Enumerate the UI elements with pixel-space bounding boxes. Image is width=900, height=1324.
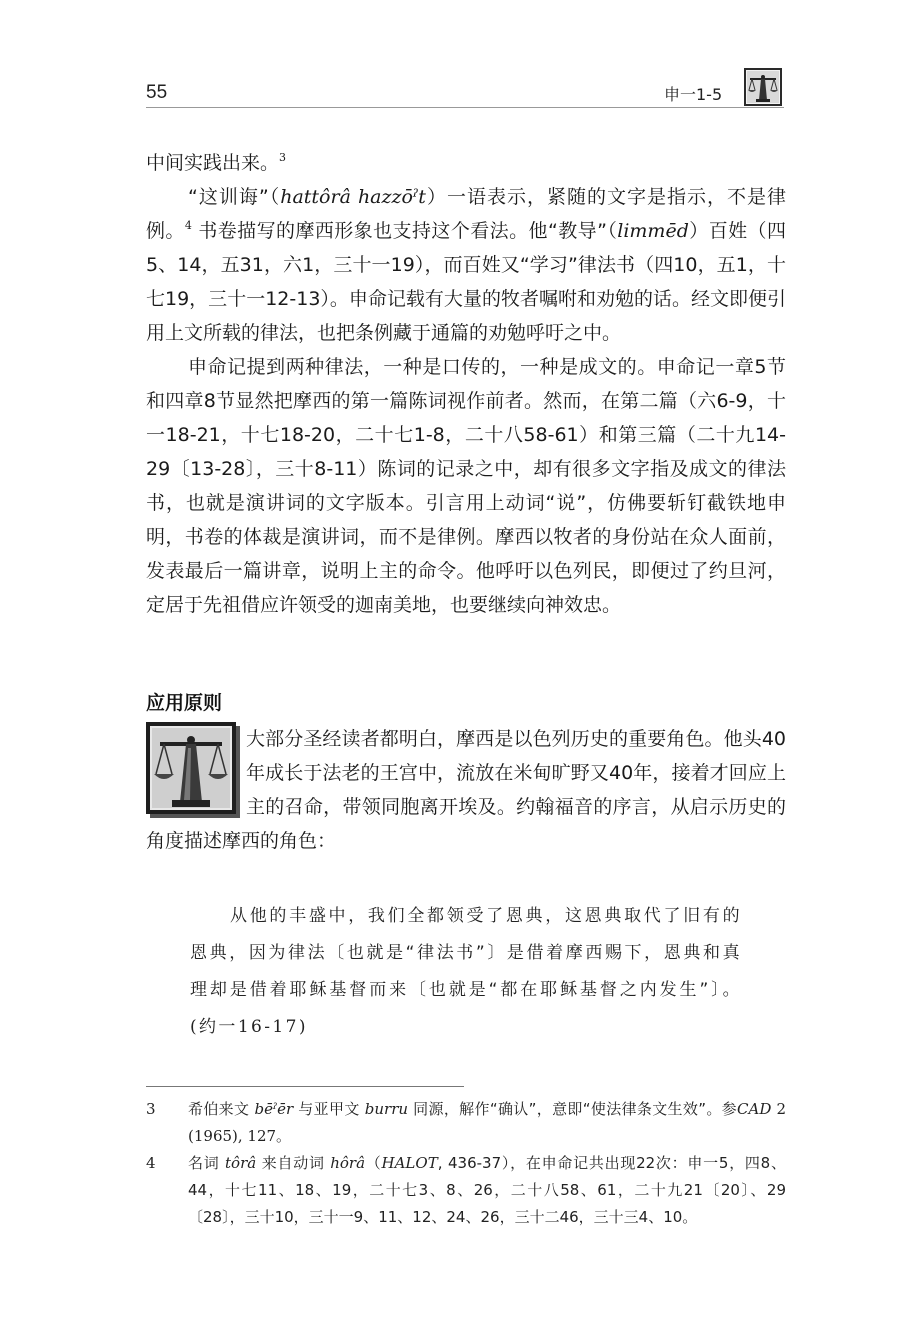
- scales-icon: [744, 68, 782, 106]
- header-divider: [146, 107, 784, 108]
- footnote-divider: [146, 1086, 464, 1087]
- paragraph-1: 中间实践出来。$^3$: [146, 151, 287, 174]
- footnote-number: 3: [146, 1100, 156, 1118]
- quote-citation: (约一16-17): [190, 1017, 308, 1037]
- paragraph-3: 申命记提到两种律法，一种是口传的，一种是成文的。申命记一章5节和四章8节显然把摩西的第一篇陈词视作前者。然而，在第二篇（六6-9，十一18-21，十七18-20，二十七1-8，二十八58-61）和第三篇（二十九14-29〔13-28〕，三十8-11）陈词的记录之中，却有很多文字指及成文的律法书，也就是演讲词的文字版本。引言用上动词“说”，仿佛要斩钉截铁地申明，书卷的体裁是演讲词，而不是律例。摩西以牧者的身份站在众人面前，发表最后一篇讲章，说明上主的命令。他呼吁以色列民，即便过了约旦河，定居于先祖借应许领受的迦南美地，也要继续向神效忠。: [146, 356, 786, 616]
- main-text: [146, 146, 786, 622]
- principle-paragraph: 大部分圣经读者都明白，摩西是以色列历史的重要角色。他头40年成长于法老的王宫中，流放在米甸旷野又40年，接着才回应上主的召命，带领同胞离开埃及。约翰福音的序言，从启示历史的角度描述摩西的角色：: [146, 728, 786, 852]
- footnote-4: [146, 1150, 786, 1231]
- paragraph-2: “这训诲”（hattôrâ hazzōˀt）一语表示，紧随的文字是指示，不是律例。$^4$ 书卷描写的摩西形象也支持这个看法。他“教导”（limmēd）百姓（四5、14，五31，六1，三十一19），而百姓又“学习”律法书（四10，五1，十七19，三十一12-13）。申命记载有大量的牧者嘱咐和劝勉的话。经文即便引用上文所载的律法，也把条例藏于通篇的劝勉呼吁之中。: [146, 186, 786, 344]
- scales-icon: [146, 722, 240, 818]
- footnote-ref-3[interactable]: 3: [279, 151, 287, 164]
- section-heading: 应用原则: [146, 692, 223, 714]
- footnote-ref-4[interactable]: 4: [184, 219, 192, 232]
- block-quote: 从他的丰盛中，我们全都领受了恩典，这恩典取代了旧有的恩典，因为律法〔也就是“律法书”〕是借着摩西赐下，恩典和真理却是借着耶稣基督而来〔也就是“都在耶稣基督之内发生”〕。(约一16-17): [190, 906, 742, 1037]
- footnote-text: 名词 tôrâ 来自动词 hôrâ（HALOT, 436-37），在申命记共出现22次：申一5，四8、44，十七11、18、19，二十七3、8、26，二十八58、61，二十九21〔20〕、29〔28〕，三十10，三十一9、11、12、24、26，三十二46，三十三4、10。: [188, 1154, 786, 1226]
- page-number: 55: [146, 82, 168, 103]
- footnote-number: 4: [146, 1154, 156, 1172]
- footnote-3: [146, 1096, 786, 1150]
- footnote-text: 希伯来文 bēˀēr 与亚甲文 burru 同源，解作“确认”，意即“使法律条文生效”。参CAD 2 (1965), 127。: [188, 1100, 787, 1145]
- section-reference: 申一1-5: [664, 85, 723, 104]
